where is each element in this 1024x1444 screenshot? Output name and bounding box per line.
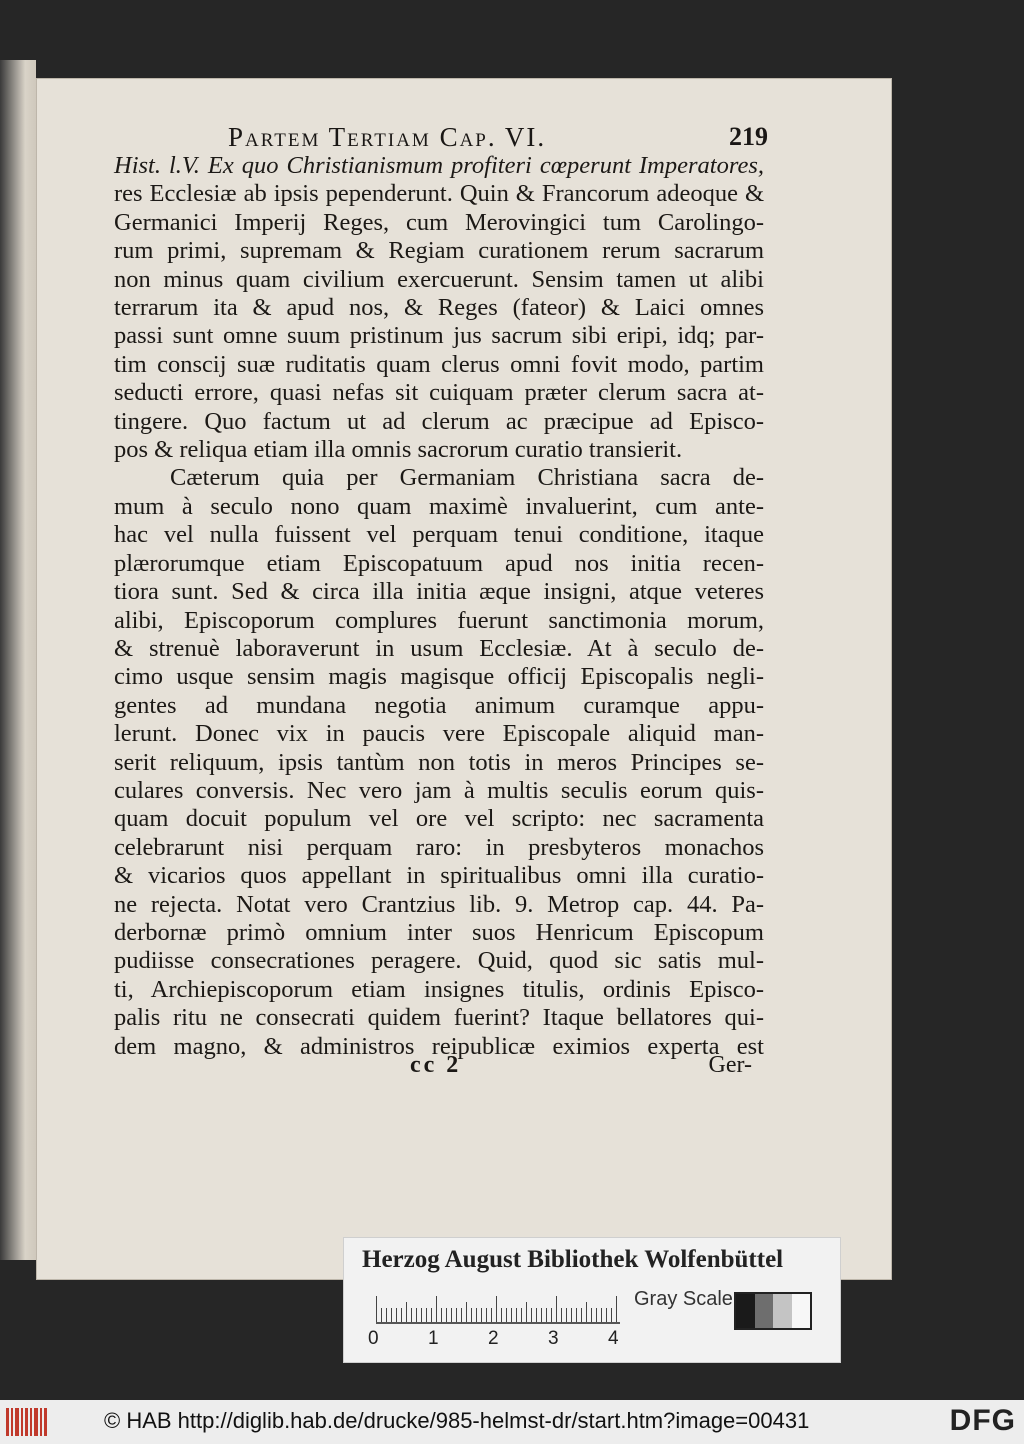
gray-swatch: [755, 1294, 774, 1328]
ruler-tick: [446, 1308, 447, 1322]
ruler-tick: [421, 1308, 422, 1322]
ruler-tick: [396, 1308, 397, 1322]
ruler-tick: [531, 1308, 532, 1322]
text-line: Hist. l.V. Ex quo Christianismum profiteri cœperunt Imperatores,: [114, 152, 764, 179]
text-line: ne rejecta. Notat vero Crantzius lib. 9. Metrop cap. 44. Pa-: [114, 890, 764, 918]
text-line: tiora sunt. Sed & circa illa initia æque insigni, atque veteres: [114, 578, 764, 606]
ruler-tick: [506, 1308, 507, 1322]
gray-scale-label: Gray Scale: [634, 1288, 733, 1310]
ruler-tick: [596, 1308, 597, 1322]
ruler-tick: [411, 1308, 412, 1322]
ruler-tick: [551, 1308, 552, 1322]
text-line: quam docuit populum vel ore vel scripto: nec sacramenta: [114, 805, 764, 833]
gray-swatch: [773, 1294, 792, 1328]
ruler-tick: [581, 1308, 582, 1322]
ruler-tick: [526, 1302, 527, 1322]
text-line: rum primi, supremam & Regiam curationem rerum sacrarum: [114, 237, 764, 265]
text-line: Germanici Imperij Reges, cum Merovingici tum Carolingo-: [114, 208, 764, 236]
ruler-tick: [491, 1308, 492, 1322]
ruler-tick: [541, 1308, 542, 1322]
ruler-tick: [451, 1308, 452, 1322]
ruler-tick: [511, 1308, 512, 1322]
gray-swatch: [792, 1294, 811, 1328]
ruler-tick: [441, 1308, 442, 1322]
text-line: gentes ad mundana negotia animum curamque appu-: [114, 691, 764, 719]
text-line: pudiisse consecrationes peragere. Quid, quod sic satis mul-: [114, 947, 764, 975]
ruler-tick: [456, 1308, 457, 1322]
ruler-tick: [501, 1308, 502, 1322]
text-line: celebrarunt nisi perquam raro: in presbyteros monachos: [114, 833, 764, 861]
gray-scale-swatches: [734, 1292, 812, 1330]
viewer-footer-bar: [0, 1400, 1024, 1444]
ruler-tick: [606, 1308, 607, 1322]
running-head: Partem Tertiam Cap. VI.: [228, 122, 547, 152]
text-line: res Ecclesiæ ab ipsis pependerunt. Quin & Francorum adeoque &: [114, 180, 764, 208]
ruler-tick: [561, 1308, 562, 1322]
ruler-tick: [576, 1308, 577, 1322]
text-line: passi sunt omne suum pristinum jus sacrum sibi eripi, idq; par-: [114, 322, 764, 350]
ruler-tick: [486, 1308, 487, 1322]
ruler-tick: [516, 1308, 517, 1322]
ruler-tick: [521, 1308, 522, 1322]
text-line: tim conscij suæ ruditatis quam clerus omni fovit modo, partim: [114, 350, 764, 378]
ruler-tick: [611, 1308, 612, 1322]
scale-ruler: [376, 1292, 620, 1326]
signature-mark: cc 2: [410, 1052, 462, 1078]
ruler-tick: [586, 1302, 587, 1322]
text-line: alibi, Episcoporum complures fuerunt sanctimonia morum,: [114, 606, 764, 634]
ruler-tick: [461, 1308, 462, 1322]
ruler-tick: [481, 1308, 482, 1322]
text-line: non minus quam civilium exercuerunt. Sensim tamen ut alibi: [114, 265, 764, 293]
page-footer: [114, 1052, 764, 1084]
copyright-url: © HAB http://diglib.hab.de/drucke/985-helmst-dr/start.htm?image=00431: [104, 1408, 810, 1433]
text-line: cimo usque sensim magis magisque officij Episcopalis negli-: [114, 663, 764, 691]
gray-swatch: [736, 1294, 755, 1328]
ruler-tick: [556, 1296, 557, 1322]
ruler-tick: [376, 1296, 377, 1322]
ruler-label: 2: [488, 1328, 499, 1349]
text-line: & vicarios quos appellant in spiritualibus omni illa curatio-: [114, 862, 764, 890]
ruler-tick: [546, 1308, 547, 1322]
ruler-tick: [436, 1296, 437, 1322]
ruler-label: 4: [608, 1328, 619, 1349]
ruler-tick: [426, 1308, 427, 1322]
text-block: [114, 152, 764, 1061]
previous-page-edge: [0, 60, 36, 1260]
ruler-tick: [591, 1308, 592, 1322]
ruler-tick: [471, 1308, 472, 1322]
text-line: ti, Archiepiscoporum etiam insignes titulis, ordinis Episco-: [114, 975, 764, 1003]
text-line: seducti errore, quasi nefas sit cuiquam præter clerum sacra at-: [114, 379, 764, 407]
ruler-tick: [431, 1308, 432, 1322]
library-name: Herzog August Bibliothek Wolfenbüttel: [362, 1246, 784, 1273]
dfg-logo: DFG: [949, 1404, 1016, 1437]
text-line: lerunt. Donec vix in paucis vere Episcopale aliquid man-: [114, 720, 764, 748]
ruler-tick: [476, 1308, 477, 1322]
text-line: hac vel nulla fuissent vel perquam tenui conditione, itaque: [114, 521, 764, 549]
text-line: palis ritu ne consecrati quidem fuerint? Itaque bellatores qui-: [114, 1004, 764, 1032]
library-color-card: [343, 1237, 841, 1363]
text-line: derbornæ primò omnium inter suos Henricum Episcopum: [114, 918, 764, 946]
ruler-tick: [616, 1296, 617, 1322]
ruler-label: 3: [548, 1328, 559, 1349]
text-line: tingere. Quo factum ut ad clerum ac præcipue ad Episco-: [114, 407, 764, 435]
text-line: Cæterum quia per Germaniam Christiana sacra de-: [170, 464, 764, 492]
ruler-tick: [466, 1302, 467, 1322]
text-line: dem magno, & administros reipublicæ eximios experta est: [114, 1032, 764, 1060]
barcode-icon: [6, 1408, 50, 1436]
ruler-baseline: [376, 1322, 620, 1324]
ruler-tick: [386, 1308, 387, 1322]
text-line: mum à seculo nono quam maximè invaluerint, cum ante-: [114, 492, 764, 520]
text-line: culares conversis. Nec vero jam à multis seculis eorum quis-: [114, 776, 764, 804]
ruler-label: 0: [368, 1328, 379, 1349]
text-line: plærorumque etiam Episcopatuum apud nos initia recen-: [114, 549, 764, 577]
ruler-tick: [406, 1302, 407, 1322]
catchword: Ger-: [708, 1052, 752, 1078]
text-line: & strenuè laboraverunt in usum Ecclesiæ. At à seculo de-: [114, 634, 764, 662]
text-line: terrarum ita & apud nos, & Reges (fateor) & Laici omnes: [114, 294, 764, 322]
page-number: 219: [729, 122, 768, 151]
ruler-label: 1: [428, 1328, 439, 1349]
ruler-tick: [391, 1308, 392, 1322]
ruler-tick: [601, 1308, 602, 1322]
ruler-tick: [536, 1308, 537, 1322]
ruler-tick: [571, 1308, 572, 1322]
ruler-tick: [416, 1308, 417, 1322]
text-line: serit reliquum, ipsis tantùm non totis in meros Principes se-: [114, 748, 764, 776]
ruler-tick: [566, 1308, 567, 1322]
text-line: pos & reliqua etiam illa omnis sacrorum curatio transierit.: [114, 436, 683, 464]
ruler-tick: [381, 1308, 382, 1322]
ruler-labels: [368, 1328, 628, 1352]
ruler-tick: [496, 1296, 497, 1322]
ruler-tick: [401, 1308, 402, 1322]
